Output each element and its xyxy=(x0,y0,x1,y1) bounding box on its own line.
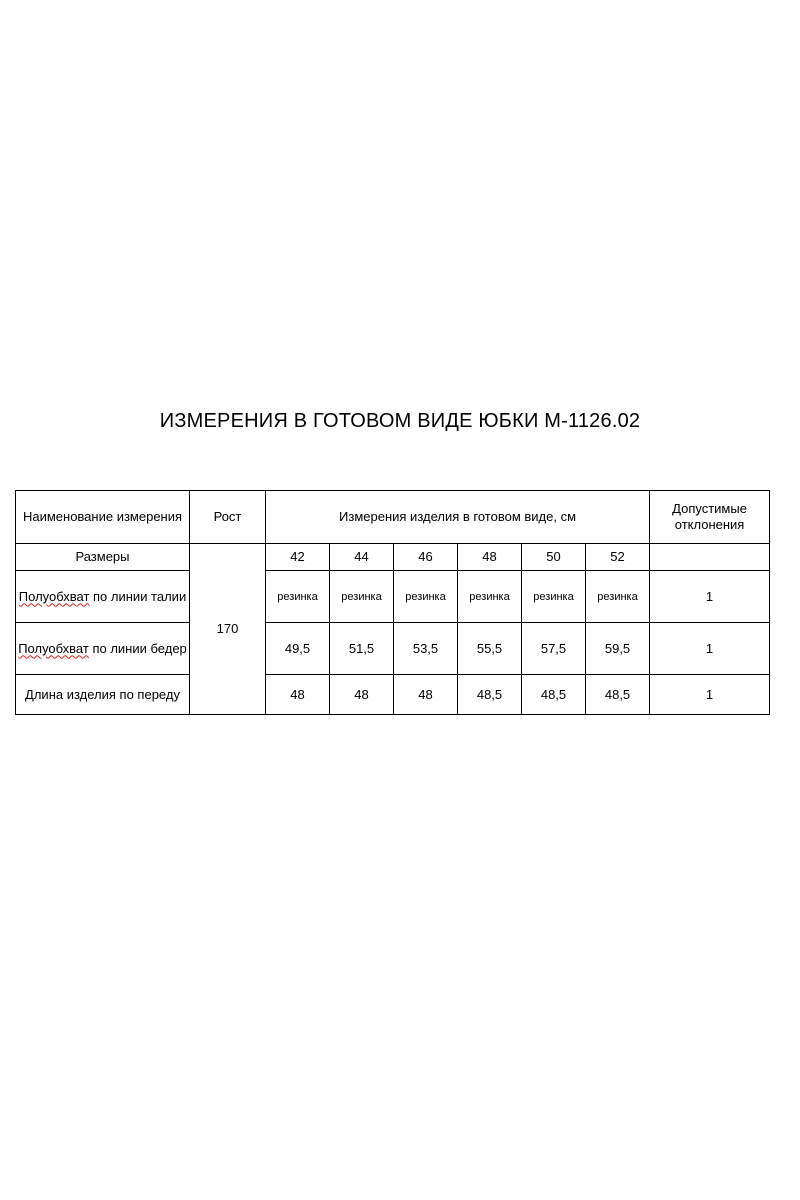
table-row xyxy=(16,571,770,623)
size-44: 44 xyxy=(330,544,394,571)
tolerance-empty-cell xyxy=(650,544,770,571)
table-cell: 48 xyxy=(330,675,394,715)
measurements-table xyxy=(15,490,770,715)
table-cell: 59,5 xyxy=(586,623,650,675)
document-title: ИЗМЕРЕНИЯ В ГОТОВОМ ВИДЕ ЮБКИ М-1126.02 xyxy=(159,410,641,432)
row-label-length xyxy=(16,675,190,715)
row-label-part: Длина изделия по переду xyxy=(25,686,180,702)
table-cell: резинка xyxy=(522,571,586,623)
height-value: 170 xyxy=(190,544,266,715)
tolerance-cell: 1 xyxy=(650,675,770,715)
row-label-part: по линии талии xyxy=(89,588,187,604)
table-cell: резинка xyxy=(586,571,650,623)
table-cell: 48,5 xyxy=(522,675,586,715)
row-label-part: Полуобхват xyxy=(18,640,89,656)
table-cell: 53,5 xyxy=(394,623,458,675)
sizes-label: Размеры xyxy=(16,544,190,571)
header-tolerance: Допустимые отклонения xyxy=(650,491,770,544)
size-50: 50 xyxy=(522,544,586,571)
size-52: 52 xyxy=(586,544,650,571)
table-row xyxy=(16,623,770,675)
tolerance-cell: 1 xyxy=(650,571,770,623)
table-cell: 48 xyxy=(394,675,458,715)
header-height: Рост xyxy=(190,491,266,544)
row-label-part: Полуобхват xyxy=(18,588,90,604)
size-46: 46 xyxy=(394,544,458,571)
table-cell: 48 xyxy=(266,675,330,715)
table-cell: 48,5 xyxy=(586,675,650,715)
size-42: 42 xyxy=(266,544,330,571)
table-cell: резинка xyxy=(394,571,458,623)
table-cell: резинка xyxy=(330,571,394,623)
table-cell: резинка xyxy=(458,571,522,623)
table-header-row xyxy=(16,491,770,544)
table-row xyxy=(16,675,770,715)
header-measurements: Измерения изделия в готовом виде, см xyxy=(266,491,650,544)
size-48: 48 xyxy=(458,544,522,571)
table-cell: 51,5 xyxy=(330,623,394,675)
table-cell: резинка xyxy=(266,571,330,623)
row-label-waist xyxy=(16,571,190,623)
row-label-part: по линии бедер xyxy=(88,640,187,656)
header-measure-name: Наименование измерения xyxy=(16,491,190,544)
table-cell: 49,5 xyxy=(266,623,330,675)
tolerance-cell: 1 xyxy=(650,623,770,675)
table-cell: 48,5 xyxy=(458,675,522,715)
table-cell: 55,5 xyxy=(458,623,522,675)
row-label-hips xyxy=(16,623,190,675)
table-cell: 57,5 xyxy=(522,623,586,675)
sizes-row xyxy=(16,544,770,571)
